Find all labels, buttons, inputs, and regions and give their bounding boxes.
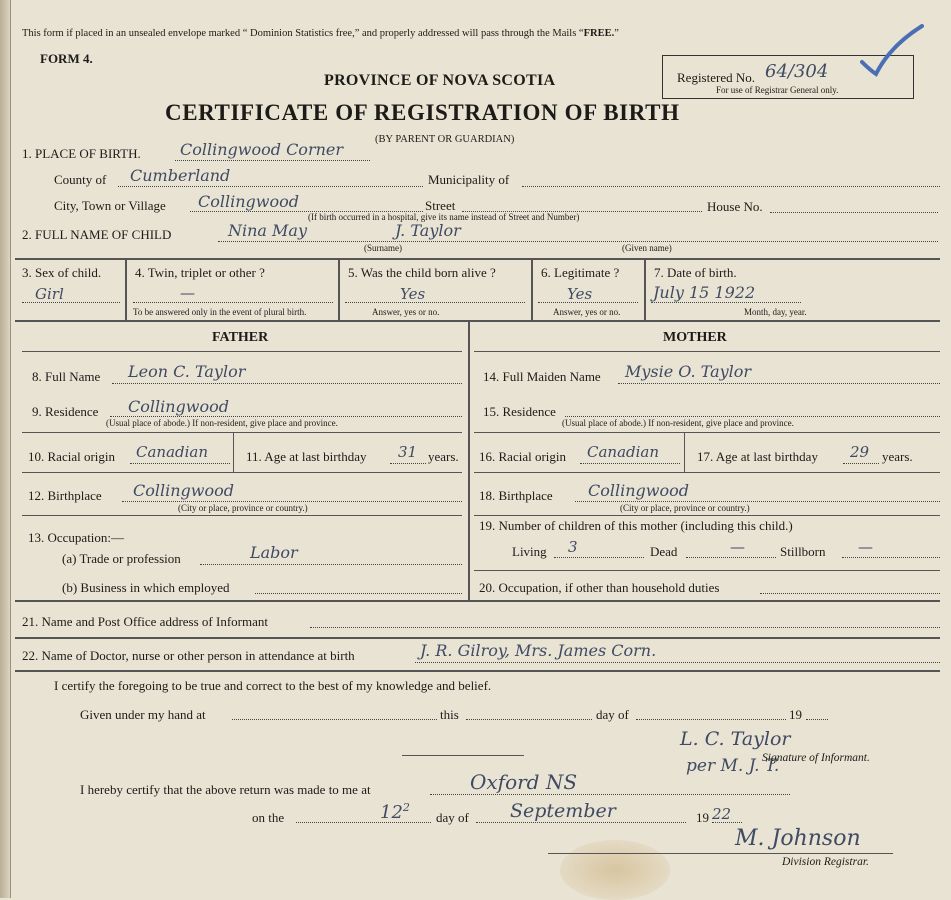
mother-children-label: 19. Number of children of this mother (including this child.) [479,518,793,533]
county-value: Cumberland [130,166,231,185]
rule-short [402,755,524,756]
twin-line [133,302,333,303]
rule-center [468,320,470,600]
alive-line [345,302,525,303]
mother-birthplace-line [575,501,940,502]
dead-label: Dead [650,544,678,559]
rule-m-racial [684,432,685,472]
twin-value: — [180,284,195,302]
doctor-label: 22. Name of Doctor, nurse or other person in attendance at birth [22,648,355,663]
rule-mother-head [474,351,940,352]
page-edge [0,0,11,898]
county-label: County of [54,172,107,187]
father-residence-label: 9. Residence [32,404,99,419]
rule-top-row [15,258,940,260]
mother-age-value: 29 [850,443,870,461]
rule-v4 [644,258,646,320]
father-trade-label: (a) Trade or profession [62,551,181,566]
father-racial-value: Canadian [136,443,209,461]
stillborn-label: Stillborn [780,544,826,559]
given-under-label: Given under my hand at [80,707,206,722]
mother-age-label: 17. Age at last birthday [697,449,818,464]
rule-father-head [22,351,462,352]
street-label: Street [425,198,456,213]
rule-after-parents [15,600,940,602]
registrar-day-line [296,822,431,823]
child-surname: J. Taylor [395,221,461,240]
twin-note: To be answered only in the event of plural birth. [133,307,307,317]
father-residence-value: Collingwood [128,397,229,416]
legitimate-label: 6. Legitimate ? [541,265,620,280]
registrar-day-suffix: 2 [402,801,410,814]
surname-caption: (Surname) [364,243,402,253]
living-line [554,557,644,558]
mail-note-free: FREE. [583,28,615,39]
informant-signature-caption: Signature of Informant. [762,752,870,764]
mother-residence-label: 15. Residence [483,404,556,419]
living-value: 3 [568,538,578,556]
rule-v1 [125,258,127,320]
registrar-month-line [476,822,686,823]
rule-f10 [22,472,462,473]
given-place-line [232,719,437,720]
day-of-label: day of [596,707,629,722]
father-birthplace-line [122,501,462,502]
dob-value: July 15 1922 [653,283,756,302]
paper-stain [560,840,670,900]
mother-name-line [618,383,940,384]
rule-informant [15,637,940,639]
registered-value: 64/304 [765,61,829,82]
registrar-use-note: For use of Registrar General only. [716,85,839,95]
document-title: CERTIFICATE OF REGISTRATION OF BIRTH [165,100,680,125]
municipality-label: Municipality of [428,172,510,187]
registered-label: Registered No. [677,70,755,85]
street-note: (If birth occurred in a hospital, give its name instead of Street and Number) [308,212,580,222]
registrar-place-line [430,794,790,795]
registrar-day-value [380,801,410,823]
father-age-label: 11. Age at last birthday [246,449,367,464]
father-heading: FATHER [212,330,269,345]
mother-name-value: Mysie O. Taylor [625,362,752,381]
father-trade-line [200,564,462,565]
stillborn-line [842,557,940,558]
registrar-place-value: Oxford NS [470,770,578,794]
father-residence-line [110,416,462,417]
sex-value: Girl [35,285,64,303]
check-mark-icon [860,24,925,79]
mother-occupation-line [760,593,940,594]
dob-label: 7. Date of birth. [654,265,737,280]
father-age-unit: years. [428,449,459,464]
rule-f9 [22,432,462,433]
father-racial-line [130,463,230,464]
legitimate-value: Yes [567,285,593,303]
given-name-caption: (Given name) [622,243,672,253]
father-trade-value: Labor [250,543,298,562]
father-residence-note: (Usual place of abode.) If non-resident, give place and province. [106,418,338,428]
certify-statement: I certify the foregoing to be true and correct to the best of my knowledge and belief. [54,678,492,693]
mother-birthplace-value: Collingwood [588,481,689,500]
father-name-value: Leon C. Taylor [128,362,246,381]
dead-line [686,557,776,558]
child-name-line [218,241,938,242]
father-occupation-label: 13. Occupation:— [28,530,125,545]
stillborn-value: — [858,538,873,556]
registrar-day-number: 12 [380,802,403,823]
twin-label: 4. Twin, triplet or other ? [135,265,265,280]
sex-label: 3. Sex of child. [22,265,102,280]
father-business-line [255,593,462,594]
legitimate-line [538,302,638,303]
alive-label: 5. Was the child born alive ? [348,265,496,280]
mother-name-label: 14. Full Maiden Name [483,369,601,384]
dob-note: Month, day, year. [744,307,807,317]
mail-note-text: This form if placed in an unsealed envelope marked “ Dominion Statistics free,” and properly addressed will pass through the Mails “ [22,28,584,39]
father-name-line [112,383,462,384]
city-label: City, Town or Village [54,198,166,213]
rule-v2 [338,258,340,320]
this-day-line [466,719,592,720]
informant-signature: L. C. Taylor [680,728,791,750]
rule-m15 [474,432,940,433]
mother-age-line [843,463,879,464]
registrar-year-line [712,822,742,823]
doctor-value: J. R. Gilroy, Mrs. James Corn. [420,641,657,660]
sex-line [22,302,120,303]
county-line [118,186,423,187]
father-business-label: (b) Business in which employed [62,580,230,595]
house-line [770,212,938,213]
mother-age-unit: years. [882,449,913,464]
rule-registrar-sig [548,853,893,854]
mother-racial-label: 16. Racial origin [479,449,567,464]
dead-value: — [730,538,745,556]
child-given-names: Nina May [228,221,308,240]
father-age-value: 31 [398,443,418,461]
doctor-line [415,662,940,663]
place-of-birth-line [175,160,370,161]
informant-signature-2: per M. J. T. [686,756,780,776]
this-label: this [440,707,459,722]
registrar-signature: M. Johnson [735,826,861,851]
father-birthplace-value: Collingwood [133,481,234,500]
rule-doctor [15,670,940,672]
rule-f12 [22,515,462,516]
dob-line [651,302,801,303]
legitimate-note: Answer, yes or no. [553,307,621,317]
mother-birthplace-label: 18. Birthplace [479,488,553,503]
alive-value: Yes [400,285,426,303]
rule-f-racial [233,432,234,472]
mother-heading: MOTHER [663,330,727,345]
municipality-line [522,186,940,187]
rule-m18 [474,515,940,516]
rule-m16 [474,472,940,473]
on-the-label: on the [252,810,285,825]
father-birthplace-label: 12. Birthplace [28,488,102,503]
rule-v3 [531,258,533,320]
house-label: House No. [707,199,763,214]
registrar-statement: I hereby certify that the above return was made to me at [80,782,371,797]
mail-note [22,28,619,39]
place-of-birth-label: 1. PLACE OF BIRTH. [22,146,141,161]
province-title: PROVINCE OF NOVA SCOTIA [324,72,556,89]
father-name-label: 8. Full Name [32,369,101,384]
form-number: FORM 4. [40,51,93,66]
place-of-birth-value: Collingwood Corner [180,140,344,159]
mail-note-close: ” [614,28,619,39]
registrar-year-value: 22 [712,805,732,823]
informant-line [310,627,940,628]
rule-m19 [474,570,940,571]
registrar-day-of-label: day of [436,810,469,825]
registrar-caption: Division Registrar. [782,856,869,868]
informant-label: 21. Name and Post Office address of Informant [22,614,268,629]
father-racial-label: 10. Racial origin [28,449,116,464]
alive-note: Answer, yes or no. [372,307,440,317]
year-label: 19 [789,707,802,722]
mother-residence-line [565,416,940,417]
child-name-label: 2. FULL NAME OF CHILD [22,227,172,242]
mother-residence-note: (Usual place of abode.) If non-resident, give place and province. [562,418,794,428]
registrar-year-prefix: 19 [696,810,709,825]
rule-after-row [15,320,940,322]
living-label: Living [512,544,547,559]
document-subtitle: (BY PARENT OR GUARDIAN) [375,134,515,145]
mother-racial-line [580,463,680,464]
year-line [806,719,828,720]
father-age-line [390,463,426,464]
month-line [636,719,786,720]
mother-racial-value: Canadian [587,443,660,461]
registrar-month-value: September [510,800,616,822]
mother-occupation-label: 20. Occupation, if other than household duties [479,580,720,595]
city-value: Collingwood [198,192,299,211]
father-birthplace-note: (City or place, province or country.) [178,503,308,513]
mother-birthplace-note: (City or place, province or country.) [620,503,750,513]
